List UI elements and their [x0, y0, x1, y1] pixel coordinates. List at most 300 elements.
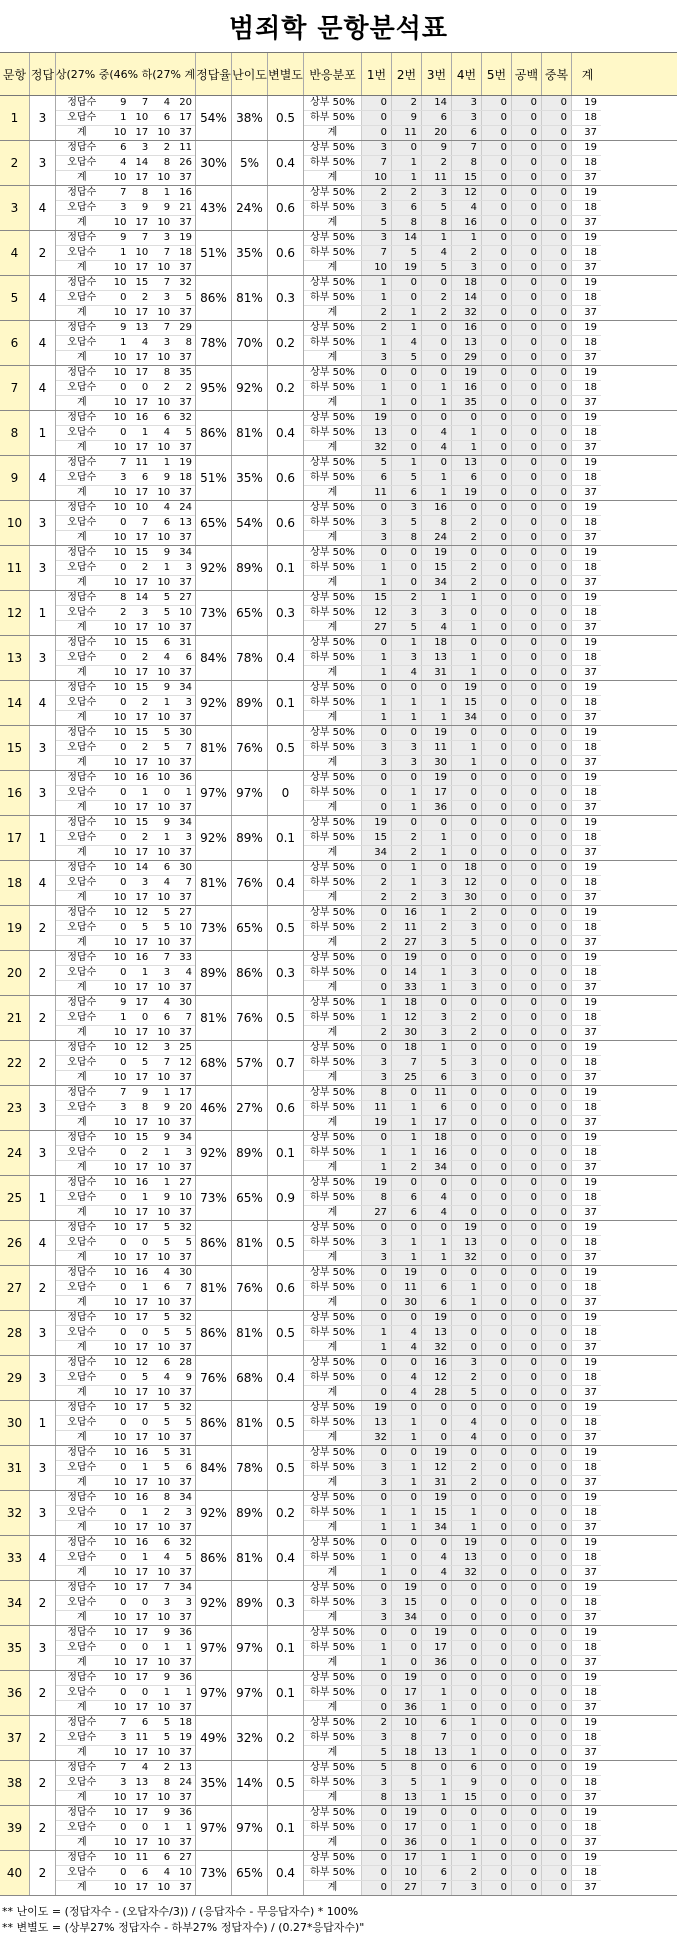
group-counts: [56, 1086, 196, 1130]
group-row-label: 정답수: [67, 997, 97, 1008]
distribution-cell: 6: [452, 1761, 482, 1775]
group-row-label: 정답수: [67, 1762, 97, 1773]
distribution-cell: 19: [452, 366, 482, 380]
group-count-cell: 10: [179, 922, 192, 933]
group-row: [56, 996, 195, 1011]
distribution-cell: 19: [422, 1491, 452, 1505]
item-number: 40: [0, 1851, 30, 1895]
distribution-cell: 19: [452, 1221, 482, 1235]
distribution-cell: 0: [542, 486, 572, 500]
group-count-cell: 0: [120, 832, 127, 843]
group-count-cell: 6: [163, 1537, 171, 1548]
distribution-cell: 4: [422, 246, 452, 260]
distribution-cell: 0: [512, 1761, 542, 1775]
group-row: [56, 936, 195, 950]
group-row: [56, 1056, 195, 1071]
difficulty: 32%: [232, 1716, 268, 1760]
distribution-cell: 0: [542, 1506, 572, 1520]
distribution-cell: 37: [584, 1387, 597, 1398]
item-row: [0, 321, 677, 366]
group-row-label: 정답수: [67, 952, 97, 963]
distribution-cell: 0: [542, 1221, 572, 1235]
response-distribution: [304, 681, 601, 725]
distribution-cell: 37: [584, 487, 597, 498]
group-count-cell: 0: [120, 742, 127, 753]
group-count-cell: 30: [179, 862, 192, 873]
distribution-cell: 10: [392, 1866, 422, 1880]
distribution-cell: 0: [512, 1581, 542, 1595]
distribution-row: [304, 381, 601, 396]
group-count-cell: 3: [120, 1732, 127, 1743]
distribution-cell: 37: [584, 667, 597, 678]
group-row: [56, 951, 195, 966]
item-answer: 2: [30, 1041, 56, 1085]
group-count-cell: 0: [120, 1372, 127, 1383]
correct-rate: 51%: [196, 456, 232, 500]
group-count-cell: 32: [179, 277, 192, 288]
distribution-cell: 0: [452, 1626, 482, 1640]
group-count-cell: 27: [179, 592, 192, 603]
distribution-cell: 18: [392, 996, 422, 1010]
distribution-label: 계: [304, 981, 362, 995]
distribution-cell: 1: [362, 396, 392, 410]
group-count-cell: 37: [179, 1252, 192, 1263]
distribution-cell: 0: [512, 261, 542, 275]
difficulty: 81%: [232, 1536, 268, 1580]
group-row-label: 오답수: [67, 382, 97, 393]
difficulty: 76%: [232, 861, 268, 905]
group-counts: [56, 411, 196, 455]
group-count-cell: 17: [135, 1162, 149, 1173]
item-number: 19: [0, 906, 30, 950]
table-body: [0, 96, 677, 1896]
distribution-label: 계: [304, 1296, 362, 1310]
distribution-cell: 0: [482, 1446, 512, 1460]
group-count-cell: 17: [135, 622, 149, 633]
discrimination: 0.1: [268, 1626, 304, 1670]
group-count-cell: 10: [113, 412, 127, 423]
discrimination: 0: [268, 771, 304, 815]
group-count-cell: 10: [179, 1867, 192, 1878]
group-row: [56, 981, 195, 995]
distribution-cell: 0: [452, 411, 482, 425]
distribution-row: [304, 1626, 601, 1641]
discrimination: 0.6: [268, 231, 304, 275]
group-count-cell: 5: [163, 607, 171, 618]
distribution-cell: 0: [452, 1581, 482, 1595]
group-row-label: 정답수: [67, 1447, 97, 1458]
distribution-cell: 0: [542, 951, 572, 965]
distribution-label: 상부 50%: [304, 366, 362, 380]
distribution-row: [304, 1176, 601, 1191]
distribution-label: 하부 50%: [304, 696, 362, 710]
distribution-cell: 19: [362, 1116, 392, 1130]
group-row-label: 오답수: [67, 1462, 97, 1473]
item-answer: 4: [30, 456, 56, 500]
group-count-cell: 16: [179, 187, 192, 198]
distribution-cell: 0: [422, 1416, 452, 1430]
distribution-cell: 0: [542, 546, 572, 560]
group-count-cell: 17: [135, 1882, 149, 1893]
distribution-cell: 1: [452, 1506, 482, 1520]
distribution-cell: 0: [512, 921, 542, 935]
group-count-cell: 4: [163, 427, 171, 438]
distribution-cell: 1: [452, 1716, 482, 1730]
group-counts: [56, 501, 196, 545]
group-row: [56, 831, 195, 846]
distribution-cell: 1: [452, 426, 482, 440]
distribution-cell: 1: [392, 1131, 422, 1145]
distribution-cell: 9: [422, 141, 452, 155]
distribution-cell: 0: [392, 441, 422, 455]
distribution-cell: 5: [362, 1761, 392, 1775]
group-row-label: 정답수: [67, 1312, 97, 1323]
group-row: [56, 891, 195, 905]
distribution-cell: 0: [512, 1656, 542, 1670]
distribution-cell: 0: [362, 1821, 392, 1835]
distribution-cell: 0: [542, 126, 572, 140]
group-row: [56, 1641, 195, 1656]
distribution-cell: 2: [452, 1461, 482, 1475]
distribution-cell: 0: [362, 786, 392, 800]
distribution-row: [304, 321, 601, 336]
group-count-cell: 10: [113, 1837, 127, 1848]
distribution-cell: 0: [542, 231, 572, 245]
distribution-cell: 0: [512, 426, 542, 440]
distribution-cell: 0: [362, 1311, 392, 1325]
distribution-cell: 0: [482, 756, 512, 770]
distribution-label: 하부 50%: [304, 1596, 362, 1610]
group-row-label: 정답수: [67, 1672, 97, 1683]
distribution-cell: 32: [452, 1566, 482, 1580]
distribution-cell: 0: [542, 1551, 572, 1565]
distribution-cell: 0: [392, 1086, 422, 1100]
group-row-label: 정답수: [67, 277, 97, 288]
distribution-cell: 0: [542, 1806, 572, 1820]
distribution-label: 계: [304, 666, 362, 680]
header-blank: 공백: [512, 53, 542, 95]
distribution-cell: 0: [482, 1641, 512, 1655]
distribution-cell: 0: [542, 1116, 572, 1130]
group-count-cell: 17: [135, 982, 149, 993]
distribution-cell: 3: [362, 1731, 392, 1745]
distribution-cell: 1: [452, 231, 482, 245]
difficulty: 57%: [232, 1041, 268, 1085]
distribution-cell: 13: [452, 336, 482, 350]
distribution-cell: 0: [512, 486, 542, 500]
distribution-cell: 0: [362, 951, 392, 965]
distribution-cell: 19: [362, 816, 392, 830]
distribution-cell: 18: [584, 1777, 597, 1788]
distribution-cell: 0: [422, 1611, 452, 1625]
group-count-cell: 10: [113, 1582, 127, 1593]
group-count-cell: 9: [163, 1807, 171, 1818]
item-row: [0, 96, 677, 141]
distribution-cell: 30: [422, 756, 452, 770]
group-count-cell: 10: [157, 757, 171, 768]
group-count-cell: 10: [113, 637, 127, 648]
response-distribution: [304, 1041, 601, 1085]
group-count-cell: 7: [120, 1087, 127, 1098]
distribution-cell: 1: [392, 786, 422, 800]
distribution-cell: 37: [584, 1027, 597, 1038]
correct-rate: 86%: [196, 1311, 232, 1355]
distribution-cell: 0: [482, 1161, 512, 1175]
group-count-cell: 17: [135, 217, 149, 228]
group-row-label: 계: [76, 1792, 87, 1803]
distribution-cell: 1: [392, 306, 422, 320]
distribution-cell: 1: [362, 1551, 392, 1565]
response-distribution: [304, 276, 601, 320]
distribution-label: 상부 50%: [304, 1221, 362, 1235]
item-row: [0, 1671, 677, 1716]
group-count-cell: 2: [141, 832, 149, 843]
distribution-cell: 0: [482, 921, 512, 935]
distribution-cell: 0: [512, 381, 542, 395]
group-row: [56, 591, 195, 606]
discrimination: 0.3: [268, 591, 304, 635]
distribution-cell: 1: [362, 336, 392, 350]
group-count-cell: 6: [163, 412, 171, 423]
item-answer: 2: [30, 1266, 56, 1310]
distribution-row: [304, 561, 601, 576]
distribution-cell: 4: [422, 441, 452, 455]
distribution-label: 계: [304, 846, 362, 860]
distribution-cell: 0: [542, 1341, 572, 1355]
distribution-cell: 0: [482, 1761, 512, 1775]
distribution-cell: 0: [482, 96, 512, 110]
group-count-cell: 16: [135, 1492, 149, 1503]
group-row: [56, 1731, 195, 1746]
distribution-label: 상부 50%: [304, 1671, 362, 1685]
distribution-cell: 32: [422, 1341, 452, 1355]
distribution-label: 계: [304, 711, 362, 725]
group-count-cell: 17: [135, 1252, 149, 1263]
distribution-label: 상부 50%: [304, 411, 362, 425]
distribution-cell: 19: [584, 1042, 597, 1053]
discrimination: 0.5: [268, 1311, 304, 1355]
group-count-cell: 35: [179, 367, 192, 378]
group-count-cell: 12: [135, 1357, 149, 1368]
distribution-cell: 0: [452, 1401, 482, 1415]
distribution-label: 하부 50%: [304, 336, 362, 350]
distribution-cell: 0: [542, 1746, 572, 1760]
group-count-cell: 16: [135, 952, 149, 963]
distribution-cell: 1: [422, 1251, 452, 1265]
distribution-cell: 0: [392, 771, 422, 785]
distribution-cell: 29: [452, 351, 482, 365]
distribution-cell: 2: [452, 1371, 482, 1385]
distribution-cell: 0: [362, 1446, 392, 1460]
distribution-label: 상부 50%: [304, 681, 362, 695]
group-row: [56, 906, 195, 921]
distribution-cell: 1: [422, 1041, 452, 1055]
group-count-cell: 1: [163, 1687, 171, 1698]
group-row-label: 정답수: [67, 457, 97, 468]
group-row: [56, 1311, 195, 1326]
group-row: [56, 1761, 195, 1776]
group-count-cell: 17: [135, 307, 149, 318]
group-row: [56, 186, 195, 201]
group-count-cell: 10: [113, 532, 127, 543]
distribution-row: [304, 1836, 601, 1850]
distribution-cell: 0: [512, 996, 542, 1010]
distribution-cell: 0: [512, 651, 542, 665]
distribution-cell: 1: [392, 1416, 422, 1430]
group-counts: [56, 96, 196, 140]
discrimination: 0.1: [268, 1806, 304, 1850]
distribution-label: 하부 50%: [304, 561, 362, 575]
distribution-cell: 0: [482, 291, 512, 305]
distribution-cell: 0: [542, 1581, 572, 1595]
distribution-cell: 8: [422, 516, 452, 530]
distribution-cell: 17: [422, 1641, 452, 1655]
distribution-row: [304, 141, 601, 156]
group-count-cell: 7: [120, 457, 127, 468]
distribution-label: 계: [304, 1656, 362, 1670]
group-row: [56, 1536, 195, 1551]
distribution-cell: 0: [392, 546, 422, 560]
group-count-cell: 0: [120, 1597, 127, 1608]
discrimination: 0.4: [268, 1536, 304, 1580]
group-count-cell: 10: [113, 1027, 127, 1038]
distribution-row: [304, 531, 601, 545]
distribution-cell: 34: [452, 711, 482, 725]
group-row-label: 정답수: [67, 1267, 97, 1278]
distribution-cell: 37: [584, 1072, 597, 1083]
table-header: [0, 52, 677, 96]
group-count-cell: 0: [141, 1417, 149, 1428]
distribution-cell: 30: [452, 891, 482, 905]
group-counts: [56, 1266, 196, 1310]
group-row: [56, 1596, 195, 1611]
item-number: 8: [0, 411, 30, 455]
distribution-cell: 0: [482, 1071, 512, 1085]
distribution-cell: 0: [422, 1176, 452, 1190]
distribution-cell: 0: [512, 1176, 542, 1190]
distribution-cell: 0: [512, 1491, 542, 1505]
item-row: [0, 231, 677, 276]
distribution-cell: 4: [392, 1371, 422, 1385]
distribution-cell: 0: [512, 96, 542, 110]
distribution-cell: 0: [482, 1371, 512, 1385]
difficulty: 97%: [232, 1626, 268, 1670]
distribution-label: 하부 50%: [304, 1281, 362, 1295]
distribution-cell: 0: [482, 186, 512, 200]
group-count-cell: 1: [141, 1282, 149, 1293]
distribution-label: 계: [304, 1161, 362, 1175]
group-count-cell: 14: [135, 592, 149, 603]
group-count-cell: 3: [120, 1102, 127, 1113]
group-row-label: 정답수: [67, 1852, 97, 1863]
item-answer: 3: [30, 636, 56, 680]
distribution-cell: 2: [392, 96, 422, 110]
distribution-cell: 0: [542, 426, 572, 440]
group-row: [56, 1236, 195, 1251]
distribution-row: [304, 246, 601, 261]
distribution-cell: 18: [584, 1867, 597, 1878]
item-row: [0, 1176, 677, 1221]
discrimination: 0.4: [268, 1851, 304, 1895]
distribution-label: 계: [304, 1836, 362, 1850]
distribution-cell: 1: [362, 1521, 392, 1535]
distribution-cell: 0: [422, 1671, 452, 1685]
distribution-cell: 19: [584, 997, 597, 1008]
response-distribution: [304, 1761, 601, 1805]
distribution-cell: 0: [512, 741, 542, 755]
distribution-cell: 0: [392, 1656, 422, 1670]
distribution-row: [304, 1341, 601, 1355]
group-count-cell: 10: [157, 442, 171, 453]
distribution-cell: 0: [542, 1761, 572, 1775]
group-count-cell: 10: [113, 1522, 127, 1533]
group-row: [56, 1716, 195, 1731]
group-count-cell: 13: [135, 322, 149, 333]
group-count-cell: 34: [179, 817, 192, 828]
distribution-label: 상부 50%: [304, 1851, 362, 1865]
distribution-cell: 3: [362, 141, 392, 155]
group-count-cell: 3: [141, 607, 149, 618]
distribution-cell: 17: [422, 786, 452, 800]
group-row: [56, 1101, 195, 1116]
group-row: [56, 516, 195, 531]
group-row-label: 오답수: [67, 247, 97, 258]
group-count-cell: 17: [135, 532, 149, 543]
distribution-cell: 0: [482, 591, 512, 605]
group-count-cell: 0: [120, 1237, 127, 1248]
group-row: [56, 636, 195, 651]
distribution-cell: 19: [584, 1087, 597, 1098]
distribution-cell: 1: [392, 321, 422, 335]
distribution-cell: 0: [542, 1626, 572, 1640]
distribution-cell: 8: [392, 216, 422, 230]
group-count-cell: 37: [179, 307, 192, 318]
group-count-cell: 37: [179, 1207, 192, 1218]
distribution-cell: 1: [422, 981, 452, 995]
distribution-cell: 0: [482, 1611, 512, 1625]
distribution-row: [304, 126, 601, 140]
distribution-cell: 0: [482, 411, 512, 425]
distribution-cell: 3: [452, 966, 482, 980]
distribution-cell: 1: [452, 1821, 482, 1835]
group-row-label: 계: [76, 1072, 87, 1083]
group-count-cell: 24: [179, 502, 192, 513]
group-row: [56, 96, 195, 111]
distribution-cell: 16: [422, 1146, 452, 1160]
distribution-cell: 1: [362, 651, 392, 665]
distribution-cell: 0: [362, 1581, 392, 1595]
group-row-label: 정답수: [67, 1537, 97, 1548]
response-distribution: [304, 141, 601, 185]
distribution-label: 계: [304, 1071, 362, 1085]
group-row-label: 정답수: [67, 1177, 97, 1188]
group-count-cell: 10: [113, 1342, 127, 1353]
distribution-row: [304, 1776, 601, 1791]
group-row: [56, 1791, 195, 1805]
distribution-cell: 0: [512, 1131, 542, 1145]
distribution-cell: 0: [512, 1026, 542, 1040]
distribution-label: 계: [304, 351, 362, 365]
distribution-cell: 0: [542, 1311, 572, 1325]
group-count-cell: 0: [141, 1642, 149, 1653]
distribution-cell: 0: [482, 1281, 512, 1295]
distribution-cell: 19: [392, 1581, 422, 1595]
distribution-cell: 16: [452, 321, 482, 335]
distribution-cell: 1: [392, 1461, 422, 1475]
group-count-cell: 17: [135, 1837, 149, 1848]
group-row: [56, 456, 195, 471]
distribution-cell: 0: [482, 726, 512, 740]
